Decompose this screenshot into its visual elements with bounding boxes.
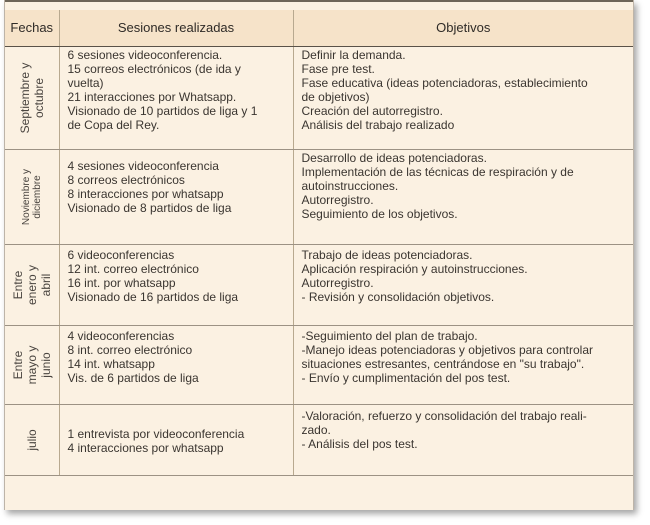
sessions-cell [59,150,293,245]
objective-line: Creación del autorregistro. [301,104,443,118]
table-frame [4,0,634,510]
date-line: diciembre [31,175,43,219]
session-line: 14 int. whatsapp [67,357,155,371]
session-line: Visionado de 8 partidos de liga [67,201,232,215]
table-row [5,47,633,150]
objective-line: Autorregistro. [301,276,374,290]
date-line: junio [38,352,53,378]
objectives-cell [293,245,633,326]
session-line: Visionado de 10 partidos de liga y 1 [67,104,258,118]
date-line: Noviembre y [20,168,32,226]
session-line: 6 sesiones videoconferencia. [67,48,223,62]
objective-line: autoinstrucciones. [301,179,399,193]
table-row [5,245,633,326]
session-line: 8 correos electrónicos [67,173,185,187]
date-cell [5,47,59,150]
objective-line: - Revisión y consolidación objetivos. [301,290,495,304]
session-line: Visionado de 16 partidos de liga [67,290,239,304]
top-rule [5,0,633,2]
objective-line: Aplicación respiración y autoinstrucciones. [301,262,528,276]
date-cell [5,245,59,326]
objective-line: Definir la demanda. [301,48,406,62]
objectives-cell [293,326,633,405]
objective-line: Desarrollo de ideas potenciadoras. [301,151,487,165]
header-objetivos: Objetivos [293,10,633,47]
header-fechas: Fechas [5,10,59,47]
sessions-cell [59,47,293,150]
header-sesiones: Sesiones realizadas [59,10,293,47]
session-line: 1 entrevista por videoconferencia [67,426,245,441]
session-line: vuelta) [67,76,104,90]
objective-line: -Valoración, refuerzo y consolidación del trabajo reali- [301,409,587,423]
table-row [5,150,633,245]
objectives-cell [293,47,633,150]
objective-line: Fase pre test. [301,62,375,76]
date-line: Entre [10,270,25,300]
date-line: abril [38,273,53,297]
session-line: 6 videoconferencias [67,248,175,262]
session-line: de Copa del Rey. [67,118,160,132]
date-cell [5,326,59,405]
date-line: julio [24,429,39,451]
objectives-cell [293,150,633,245]
session-line: 8 interacciones por whatsapp [67,187,224,201]
date-line: octubre [31,77,46,119]
objective-line: zado. [301,423,331,437]
session-line: Vis. de 6 partidos de liga [67,371,199,385]
table-row [5,405,633,476]
objective-line: -Seguimiento del plan de trabajo. [301,329,478,343]
objectives-cell [293,405,633,476]
date-line: Entre [10,350,25,380]
date-line: enero y [24,264,39,306]
session-line: 4 videoconferencias [67,329,175,343]
session-line: 8 int. correo electrónico [67,343,193,357]
sessions-cell [59,326,293,405]
session-line: 16 int. por whatsapp [67,276,176,290]
date-line: mayo y [24,345,39,385]
objective-line: Seguimiento de los objetivos. [301,207,458,221]
objective-line: Análisis del trabajo realizado [301,118,455,132]
objective-line: - Análisis del pos test. [301,437,418,451]
session-line: 21 interacciones por Whatsapp. [67,90,237,104]
sessions-cell [59,405,293,476]
table-row [5,326,633,405]
session-line: 15 correos electrónicos (de ida y [67,62,241,76]
objective-line: -Manejo ideas potenciadoras y objetivos para controlar [301,343,593,357]
session-line: 4 interacciones por whatsapp [67,440,224,455]
objective-line: situaciones estresantes, centrándose en "su trabajo". [301,357,585,371]
date-cell [5,150,59,245]
objective-line: de objetivos) [301,90,370,104]
objective-line: Autorregistro. [301,193,374,207]
table-header-row [5,10,633,47]
date-cell [5,405,59,476]
sessions-table [5,10,633,476]
objective-line: Fase educativa (ideas potenciadoras, establecimiento [301,76,588,90]
session-line: 12 int. correo electrónico [67,262,199,276]
objective-line: - Envío y cumplimentación del pos test. [301,371,511,385]
sessions-cell [59,245,293,326]
date-line: Septiembre y [17,62,32,134]
session-line: 4 sesiones videoconferencia [67,159,219,173]
objective-line: Trabajo de ideas potenciadoras. [301,248,473,262]
objective-line: Implementación de las técnicas de respiración y de [301,165,574,179]
